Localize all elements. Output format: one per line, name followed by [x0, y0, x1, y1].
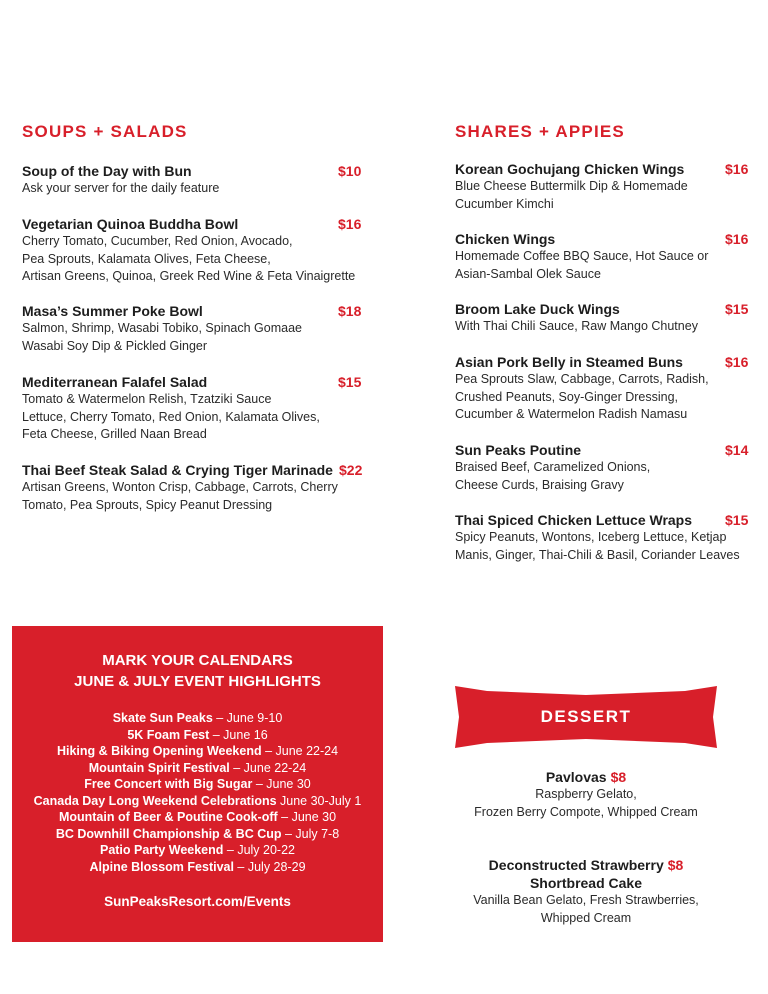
- event-row: [12, 776, 383, 793]
- dessert-name: Pavlovas: [545, 769, 607, 785]
- item-desc: Blue Cheese Buttermilk Dip & Homemade: [455, 179, 688, 193]
- item-name: Masa’s Summer Poke Bowl: [22, 303, 203, 319]
- item-desc: Cucumber Kimchi: [455, 196, 554, 211]
- menu-item: [455, 230, 749, 283]
- item-price: $16: [725, 161, 749, 177]
- events-heading: [12, 650, 383, 692]
- event-row: [12, 793, 383, 810]
- item-desc: Cucumber & Watermelon Radish Namasu: [455, 407, 688, 421]
- item-price: $16: [725, 231, 749, 247]
- dessert-item: [440, 768, 732, 821]
- item-desc: Artisan Greens, Wonton Crisp, Cabbage, Carrots, Cherry: [22, 480, 338, 494]
- event-date: – June 22-24: [229, 760, 307, 775]
- item-name: Thai Spiced Chicken Lettuce Wraps: [455, 512, 693, 528]
- item-desc: Spicy Peanuts, Wontons, Iceberg Lettuce, Ketjap: [455, 530, 727, 544]
- item-name: Mediterranean Falafel Salad: [22, 374, 208, 390]
- event-name: Hiking & Biking Opening Weekend: [56, 744, 262, 758]
- events-link[interactable]: SunPeaksResort.com/Events: [104, 894, 291, 909]
- dessert-desc: Frozen Berry Compote, Whipped Cream: [474, 804, 698, 819]
- event-date: – June 22-24: [261, 744, 339, 758]
- item-price: $18: [338, 303, 362, 319]
- event-name: Skate Sun Peaks: [112, 711, 213, 725]
- dessert-name-line: [440, 768, 732, 786]
- item-desc: Homemade Coffee BBQ Sauce, Hot Sauce or: [455, 249, 709, 263]
- event-name: 5K Foam Fest: [127, 727, 210, 742]
- item-price: $22: [339, 462, 363, 478]
- dessert-name-line: [440, 856, 732, 874]
- item-name: Soup of the Day with Bun: [22, 163, 192, 179]
- dessert-desc: Whipped Cream: [540, 910, 632, 925]
- event-name: Free Concert with Big Sugar: [84, 777, 253, 791]
- event-name: Mountain Spirit Festival: [88, 760, 230, 775]
- dessert-name: Deconstructed Strawberry: [488, 857, 664, 873]
- menu-item: [22, 215, 368, 286]
- events-list: [12, 710, 383, 875]
- events-panel: [12, 626, 383, 942]
- dessert-desc: Raspberry Gelato,: [535, 787, 637, 801]
- item-price: $15: [725, 301, 749, 317]
- item-desc: Braised Beef, Caramelized Onions,: [455, 460, 651, 474]
- item-desc: Manis, Ginger, Thai-Chili & Basil, Coriander Leaves: [455, 547, 740, 562]
- item-desc: Ask your server for the daily feature: [22, 181, 220, 195]
- event-name: Alpine Blossom Festival: [89, 859, 234, 874]
- dessert-item: [440, 856, 732, 927]
- event-row: [12, 760, 383, 777]
- event-name: Mountain of Beer & Poutine Cook-off: [58, 810, 278, 824]
- event-name: Patio Party Weekend: [99, 843, 224, 857]
- item-name: Vegetarian Quinoa Buddha Bowl: [22, 216, 239, 232]
- event-name: BC Downhill Championship & BC Cup: [55, 826, 282, 841]
- dessert-price: $8: [667, 857, 684, 873]
- item-desc: Feta Cheese, Grilled Naan Bread: [22, 427, 207, 441]
- item-desc: Cheese Curds, Braising Gravy: [455, 477, 624, 492]
- item-price: $14: [725, 442, 749, 458]
- item-desc: Crushed Peanuts, Soy-Ginger Dressing,: [455, 389, 679, 404]
- item-price: $16: [725, 354, 749, 370]
- section-title-shares-appies: SHARES + APPIES: [455, 122, 625, 141]
- event-date: – July 28-29: [233, 859, 306, 874]
- event-date: – July 20-22: [223, 843, 295, 857]
- event-row: [12, 743, 383, 760]
- item-desc: Pea Sprouts Slaw, Cabbage, Carrots, Radish,: [455, 372, 709, 386]
- event-date: June 30-July 1: [276, 793, 362, 808]
- event-date: – June 30: [277, 810, 337, 824]
- events-heading-line: MARK YOUR CALENDARS: [102, 652, 293, 669]
- event-row: [12, 842, 383, 859]
- menu-item: [22, 302, 368, 355]
- event-row: [12, 809, 383, 826]
- menu-item: [22, 373, 368, 444]
- item-desc: Lettuce, Cherry Tomato, Red Onion, Kalamata Olives,: [22, 409, 320, 424]
- item-name: Thai Beef Steak Salad & Crying Tiger Marinade: [22, 462, 333, 478]
- item-desc: With Thai Chili Sauce, Raw Mango Chutney: [455, 319, 698, 333]
- menu-item: [455, 160, 749, 213]
- event-row: [12, 727, 383, 744]
- event-date: – June 9-10: [212, 711, 283, 725]
- item-price: $15: [725, 512, 749, 528]
- item-price: $15: [338, 374, 362, 390]
- item-desc: Asian-Sambal Olek Sauce: [455, 266, 601, 281]
- item-name: Korean Gochujang Chicken Wings: [455, 161, 685, 177]
- section-title-soups-salads: SOUPS + SALADS: [22, 122, 188, 141]
- item-price: $16: [338, 216, 362, 232]
- item-name: Broom Lake Duck Wings: [455, 301, 620, 317]
- menu-item: [22, 461, 368, 514]
- event-date: – July 7-8: [281, 826, 340, 841]
- menu-item: [455, 353, 749, 424]
- item-desc: Tomato, Pea Sprouts, Spicy Peanut Dressing: [22, 497, 273, 512]
- dessert-price: $8: [610, 769, 627, 785]
- event-date: – June 30: [252, 777, 311, 791]
- event-date: – June 16: [209, 727, 268, 742]
- item-name: Asian Pork Belly in Steamed Buns: [455, 354, 683, 370]
- item-desc: Pea Sprouts, Kalamata Olives, Feta Cheese,: [22, 251, 271, 266]
- item-name: Chicken Wings: [455, 231, 556, 247]
- menu-item: [455, 511, 749, 564]
- dessert-name-line2: Shortbread Cake: [529, 875, 643, 891]
- item-name: Sun Peaks Poutine: [455, 442, 582, 458]
- dessert-desc: Vanilla Bean Gelato, Fresh Strawberries,: [473, 893, 699, 907]
- item-desc: Wasabi Soy Dip & Pickled Ginger: [22, 338, 208, 353]
- item-desc: Cherry Tomato, Cucumber, Red Onion, Avocado,: [22, 234, 293, 248]
- event-row: [12, 826, 383, 843]
- item-price: $10: [338, 163, 362, 179]
- menu-item: [22, 162, 368, 198]
- item-desc: Salmon, Shrimp, Wasabi Tobiko, Spinach Gomaae: [22, 321, 302, 335]
- menu-item: [455, 300, 749, 336]
- event-row: [12, 859, 383, 876]
- item-desc: Tomato & Watermelon Relish, Tzatziki Sauce: [22, 392, 272, 406]
- dessert-title: DESSERT: [540, 707, 632, 726]
- item-desc: Artisan Greens, Quinoa, Greek Red Wine & Feta Vinaigrette: [22, 269, 356, 283]
- events-heading-line: JUNE & JULY EVENT HIGHLIGHTS: [74, 673, 321, 690]
- event-name: Canada Day Long Weekend Celebrations: [33, 793, 277, 808]
- event-row: [12, 710, 383, 727]
- menu-item: [455, 441, 749, 494]
